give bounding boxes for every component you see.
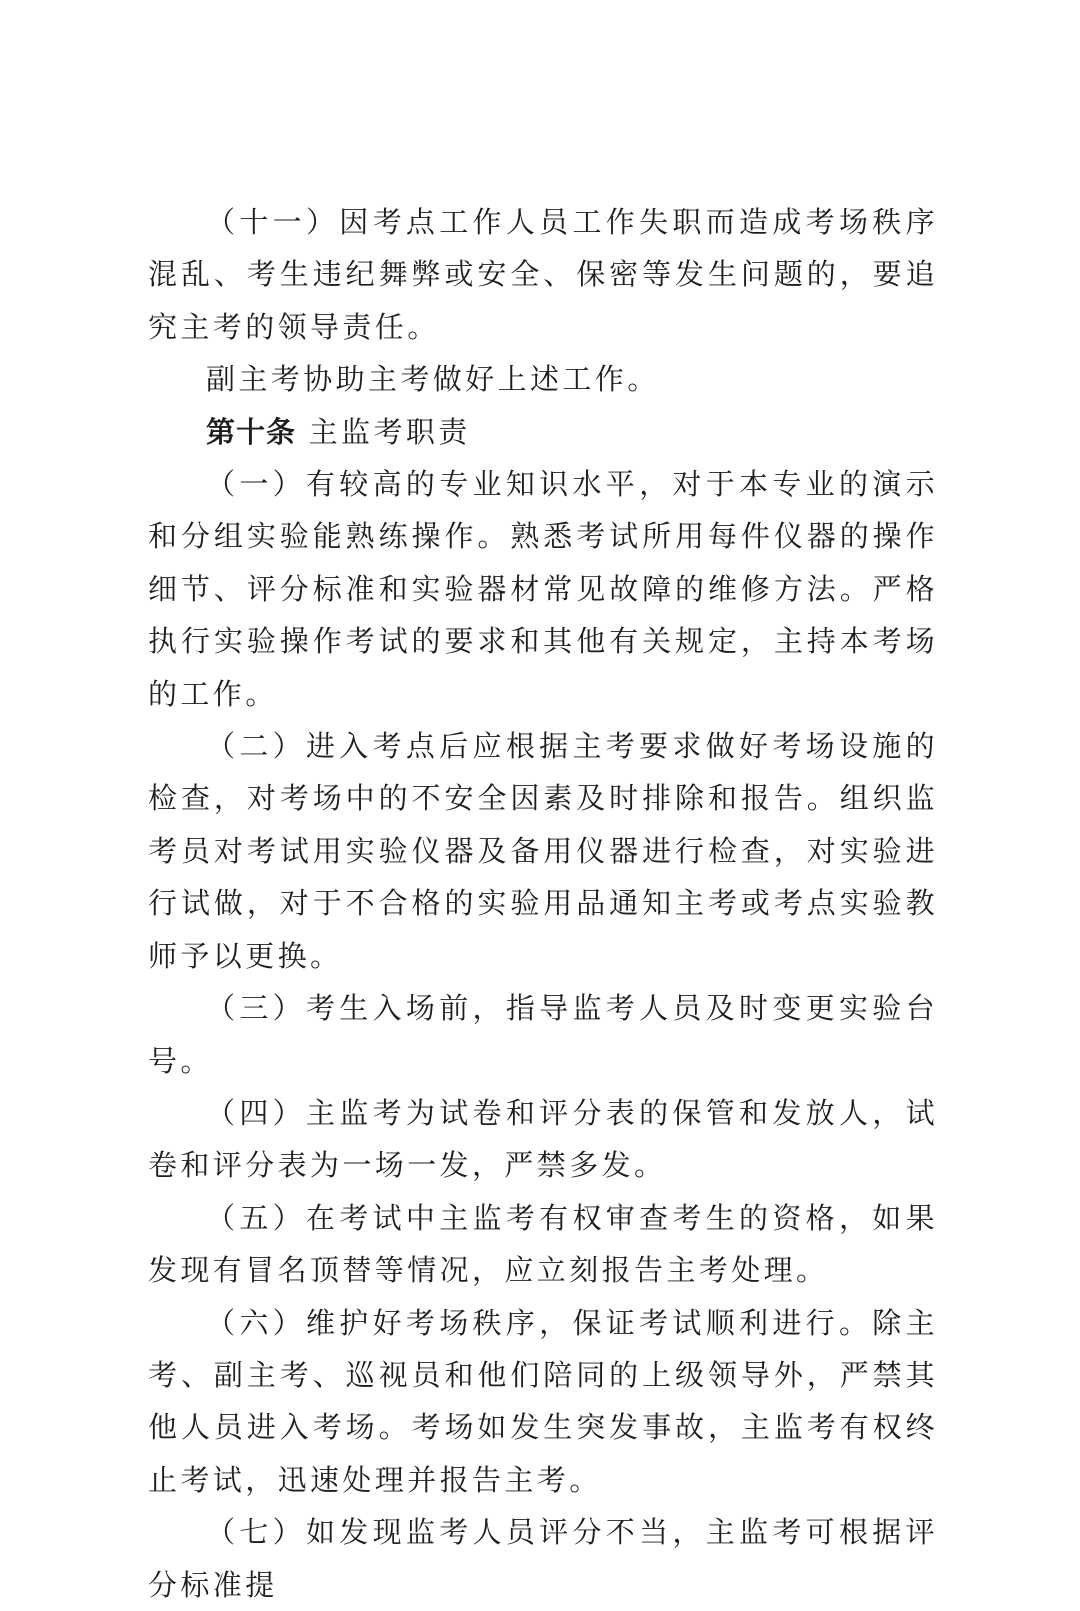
list-item: （四）主监考为试卷和评分表的保管和发放人，试卷和评分表为一场一发，严禁多发。 xyxy=(148,1095,938,1183)
article-number: 第十条 xyxy=(206,414,297,449)
document-body xyxy=(148,196,938,1611)
list-item: （一）有较高的专业知识水平，对于本专业的演示和分组实验能熟练操作。熟悉考试所用每件仪器的操作细节、评分标准和实验器材常见故障的维修方法。严格执行实验操作考试的要求和其他有关规定，主持本考场的工作。 xyxy=(148,467,938,711)
paragraph-item-eleven: （十一）因考点工作人员工作失职而造成考场秩序混乱、考生违纪舞弊或安全、保密等发生问题的，要追究主考的领导责任。 xyxy=(148,205,938,344)
list-item: （三）考生入场前，指导监考人员及时变更实验台号。 xyxy=(148,991,938,1078)
article-title: 主监考职责 xyxy=(308,414,471,449)
article-title-spacer xyxy=(296,415,309,449)
list-item: （七）如发现监考人员评分不当，主监考可根据评分标准提 xyxy=(148,1515,938,1602)
article-heading xyxy=(148,406,938,458)
list-item: （二）进入考点后应根据主考要求做好考场设施的检查，对考场中的不安全因素及时排除和报告。组织监考员对考试用实验仪器及备用仪器进行检查，对实验进行试做，对于不合格的实验用品通知主考或考点实验教师予以更换。 xyxy=(148,729,938,973)
list-item: （六）维护好考场秩序，保证考试顺利进行。除主考、副主考、巡视员和他们陪同的上级领导外，严禁其他人员进入考场。考场如发生突发事故，主监考有权终止考试，迅速处理并报告主考。 xyxy=(148,1305,938,1497)
paragraph-deputy-examiner: 副主考协助主考做好上述工作。 xyxy=(206,362,660,397)
list-item: （五）在考试中主监考有权审查考生的资格，如果发现有冒名顶替等情况，应立刻报告主考处理。 xyxy=(148,1200,938,1288)
